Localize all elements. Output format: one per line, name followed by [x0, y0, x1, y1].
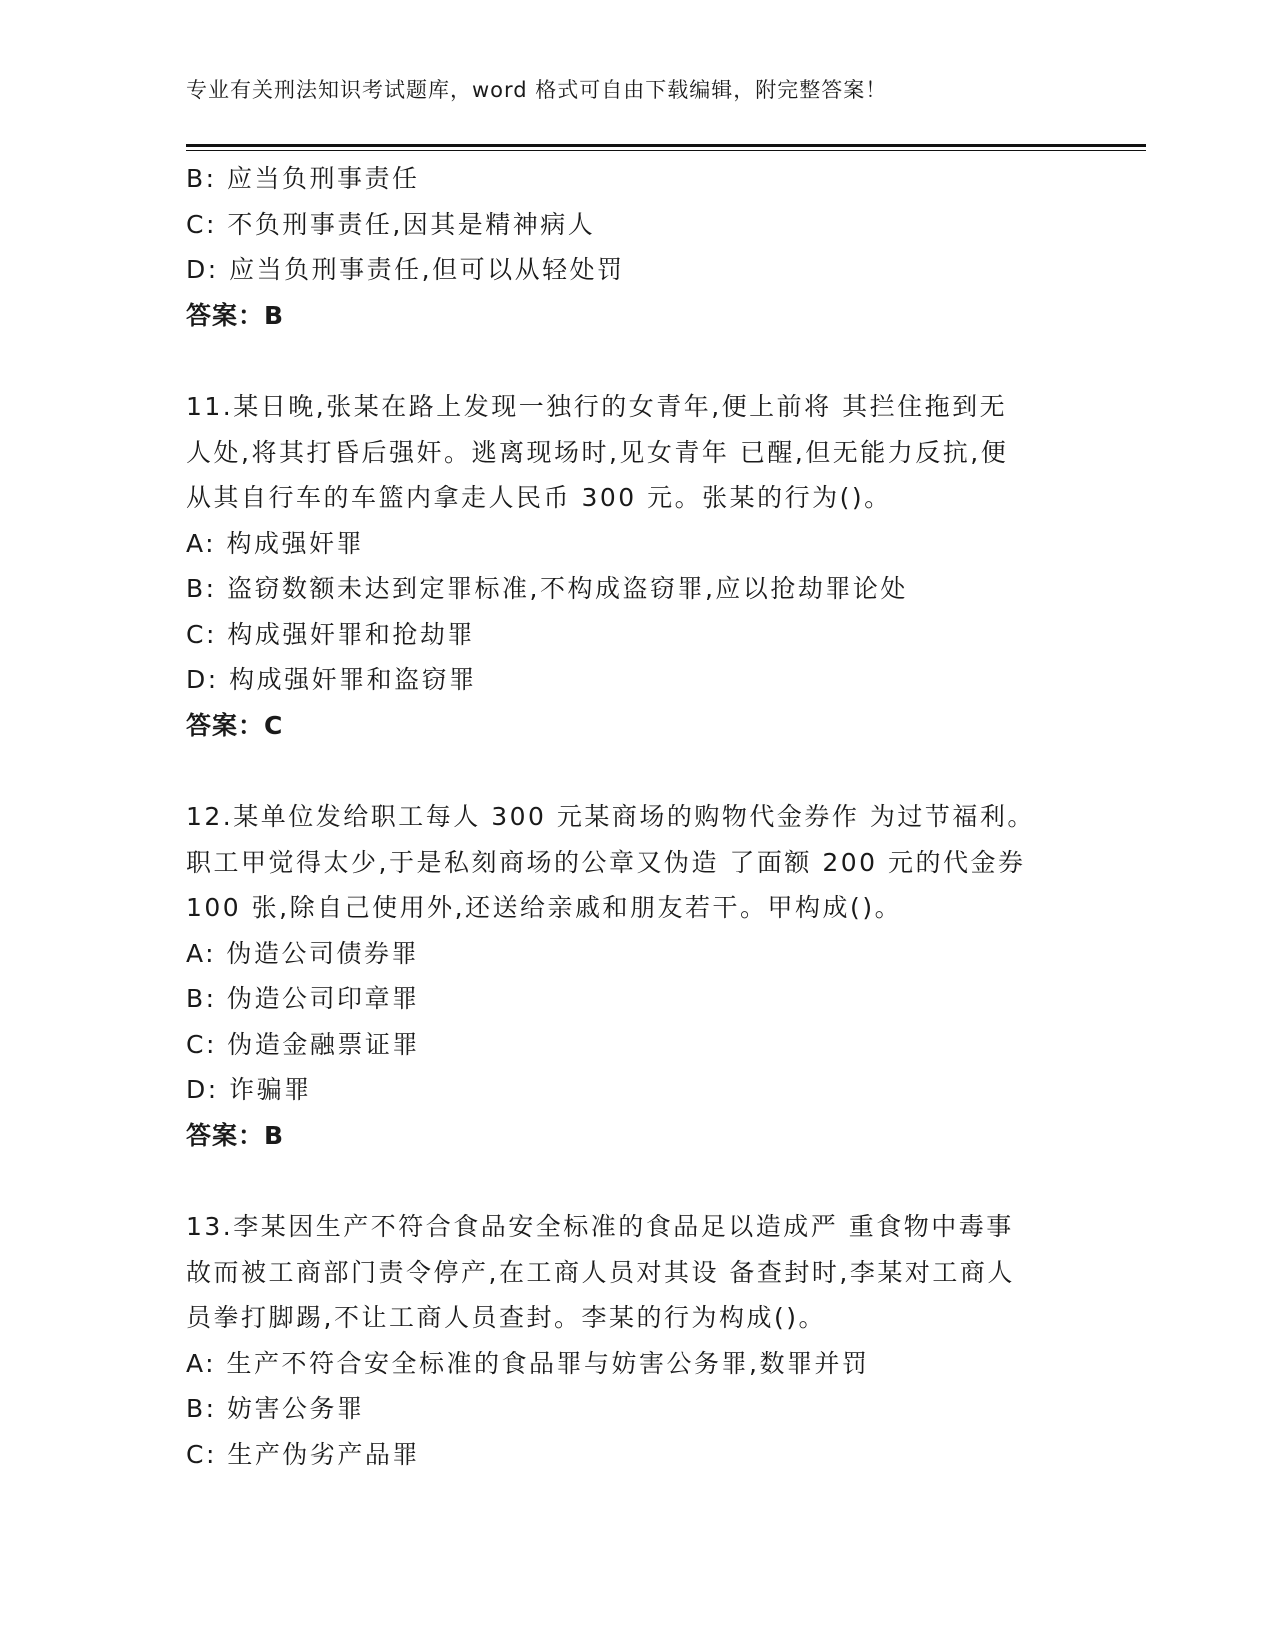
answer-value: B: [264, 1120, 285, 1150]
question-13: [186, 1204, 1086, 1477]
question-text-line: 员拳打脚踢,不让工商人员查封。李某的行为构成()。: [186, 1303, 826, 1332]
option-a: A: 生产不符合安全标准的食品罪与妨害公务罪,数罪并罚: [186, 1348, 870, 1378]
option-c: C: 构成强奸罪和抢劫罪: [186, 619, 475, 649]
answer-value: C: [264, 710, 284, 740]
page-header: 专业有关刑法知识考试题库，word 格式可自由下载编辑，附完整答案！: [186, 78, 888, 102]
header-divider-thin: [186, 150, 1146, 151]
option-d: D: 构成强奸罪和盗窃罪: [186, 665, 477, 694]
spacer: [186, 748, 1086, 794]
answer-value: B: [264, 300, 285, 330]
option-b: B: 伪造公司印章罪: [186, 984, 420, 1013]
option-b: B: 盗窃数额未达到定罪标准,不构成盗窃罪,应以抢劫罪论处: [186, 574, 908, 603]
option-c: C: 生产伪劣产品罪: [186, 1439, 420, 1469]
option-c: C: 不负刑事责任,因其是精神病人: [186, 209, 596, 239]
option-b: B: 妨害公务罪: [186, 1394, 365, 1423]
question-text-line: 职工甲觉得太少,于是私刻商场的公章又伪造 了面额 200 元的代金券: [186, 847, 1026, 877]
question-content: [186, 156, 1086, 1477]
option-d: D: 应当负刑事责任,但可以从轻处罚: [186, 255, 625, 284]
question-text-line: 100 张,除自己使用外,还送给亲戚和朋友若干。甲构成()。: [186, 893, 903, 922]
option-a: A: 构成强奸罪: [186, 528, 365, 558]
question-12: [186, 794, 1086, 1158]
question-text-line: 11.某日晚,张某在路上发现一独行的女青年,便上前将 其拦住拖到无: [186, 392, 1008, 421]
answer-label: 答案：: [186, 1120, 265, 1150]
question-text-line: 故而被工商部门责令停产,在工商人员对其设 备查封时,李某对工商人: [186, 1257, 1015, 1287]
spacer: [186, 1158, 1086, 1204]
question-10-tail: [186, 156, 1086, 338]
answer-line: [186, 1113, 1086, 1159]
answer-line: [186, 703, 1086, 749]
answer-label: 答案：: [186, 300, 265, 330]
option-d: D: 诈骗罪: [186, 1075, 312, 1104]
question-text-line: 12.某单位发给职工每人 300 元某商场的购物代金券作 为过节福利。: [186, 802, 1035, 831]
question-11: [186, 384, 1086, 748]
question-text-line: 13.李某因生产不符合食品安全标准的食品足以造成严 重食物中毒事: [186, 1212, 1014, 1241]
question-text-line: 从其自行车的车篮内拿走人民币 300 元。张某的行为()。: [186, 483, 892, 512]
option-c: C: 伪造金融票证罪: [186, 1029, 420, 1059]
option-a: A: 伪造公司债券罪: [186, 938, 420, 968]
header-divider-thick: [186, 144, 1146, 147]
option-b: B: 应当负刑事责任: [186, 164, 420, 193]
question-text-line: 人处,将其打昏后强奸。逃离现场时,见女青年 已醒,但无能力反抗,便: [186, 437, 1009, 467]
answer-label: 答案：: [186, 710, 265, 740]
spacer: [186, 338, 1086, 384]
answer-line: [186, 293, 1086, 339]
